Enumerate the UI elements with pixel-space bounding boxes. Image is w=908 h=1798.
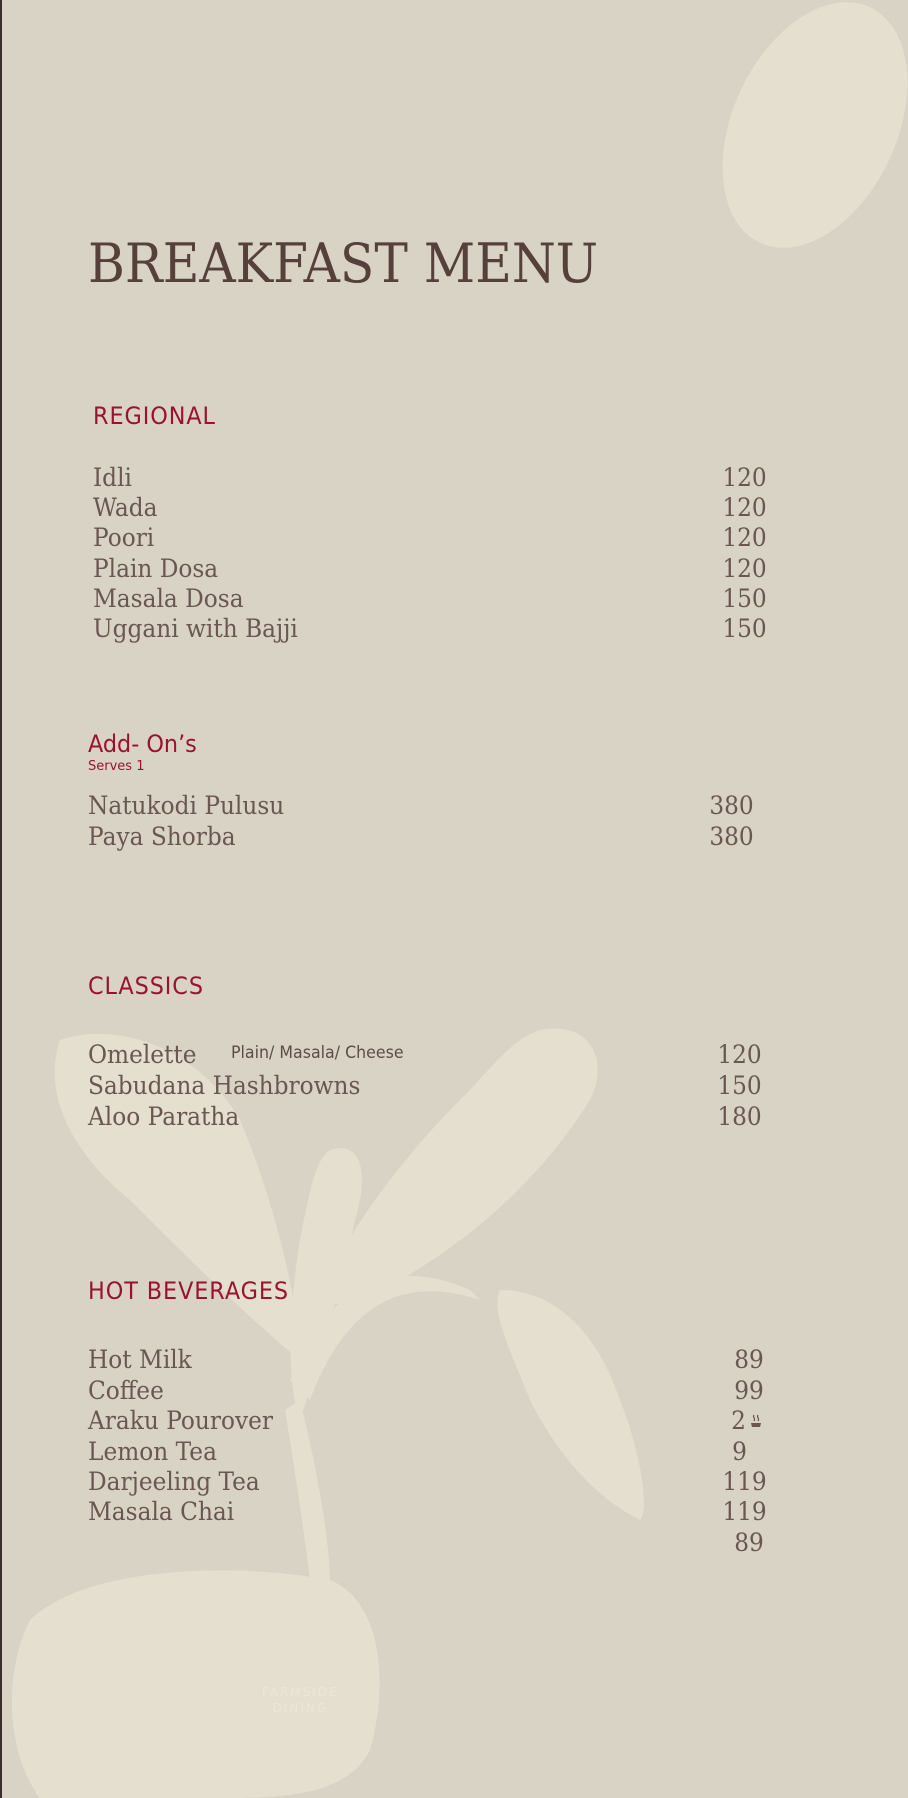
menu-item-price: 119 — [722, 1497, 767, 1526]
menu-item-name: Natukodi Pulusu — [88, 791, 285, 820]
steam-icon — [748, 1413, 764, 1429]
menu-item-name: Coffee — [88, 1376, 164, 1405]
menu-item-name: Omelette — [88, 1040, 197, 1069]
section-title-classics: CLASSICS — [88, 972, 204, 1000]
menu-item-variants: Plain/ Masala/ Cheese — [231, 1043, 404, 1063]
menu-item-name: Paya Shorba — [88, 822, 236, 851]
watermark-line-2: DINING — [272, 1701, 329, 1715]
menu-item-name: Darjeeling Tea — [88, 1467, 260, 1496]
menu-item-price: 99 — [734, 1376, 764, 1405]
section-title-regional: REGIONAL — [93, 402, 216, 430]
menu-item-name: Uggani with Bajji — [93, 614, 298, 643]
menu-item-name: Masala Chai — [88, 1497, 235, 1526]
menu-item-price: 120 — [722, 523, 767, 552]
page-title: BREAKFAST MENU — [88, 232, 599, 295]
menu-item-name: Sabudana Hashbrowns — [88, 1071, 361, 1100]
menu-item-name: Plain Dosa — [93, 554, 219, 583]
menu-item-price: 120 — [722, 554, 767, 583]
menu-item-price: 150 — [722, 584, 767, 613]
menu-item-price: 380 — [709, 791, 754, 820]
menu-item-price: 180 — [717, 1102, 762, 1131]
menu-item-price: 89 — [734, 1345, 764, 1374]
section-title-hot-beverages: HOT BEVERAGES — [88, 1277, 290, 1305]
menu-item-name: Poori — [93, 523, 155, 552]
menu-item-price: 150 — [722, 614, 767, 643]
menu-item-price: 9 — [732, 1437, 747, 1466]
menu-item-name: Lemon Tea — [88, 1437, 217, 1466]
menu-item-name: Aloo Paratha — [88, 1102, 240, 1131]
menu-item-price: 119 — [722, 1467, 767, 1496]
section-title-add-ons: Add- On’s — [88, 730, 197, 758]
watermark-line-1: FARMSIDE — [262, 1685, 339, 1699]
menu-item-price: 89 — [734, 1528, 764, 1557]
menu-item-price: 120 — [722, 463, 767, 492]
watermark-logo — [262, 1684, 339, 1716]
menu-item-price: 120 — [722, 493, 767, 522]
menu-item-name: Hot Milk — [88, 1345, 192, 1374]
menu-item-name: Wada — [93, 493, 158, 522]
menu-item-name: Araku Pourover — [88, 1406, 274, 1435]
menu-item-name: Masala Dosa — [93, 584, 244, 613]
menu-item-price: 150 — [717, 1071, 762, 1100]
section-subtitle-serves: Serves 1 — [88, 759, 145, 774]
menu-item-price: 120 — [717, 1040, 762, 1069]
menu-item-price: 2 — [731, 1406, 746, 1435]
menu-item-name: Idli — [93, 463, 132, 492]
menu-item-price: 380 — [709, 822, 754, 851]
